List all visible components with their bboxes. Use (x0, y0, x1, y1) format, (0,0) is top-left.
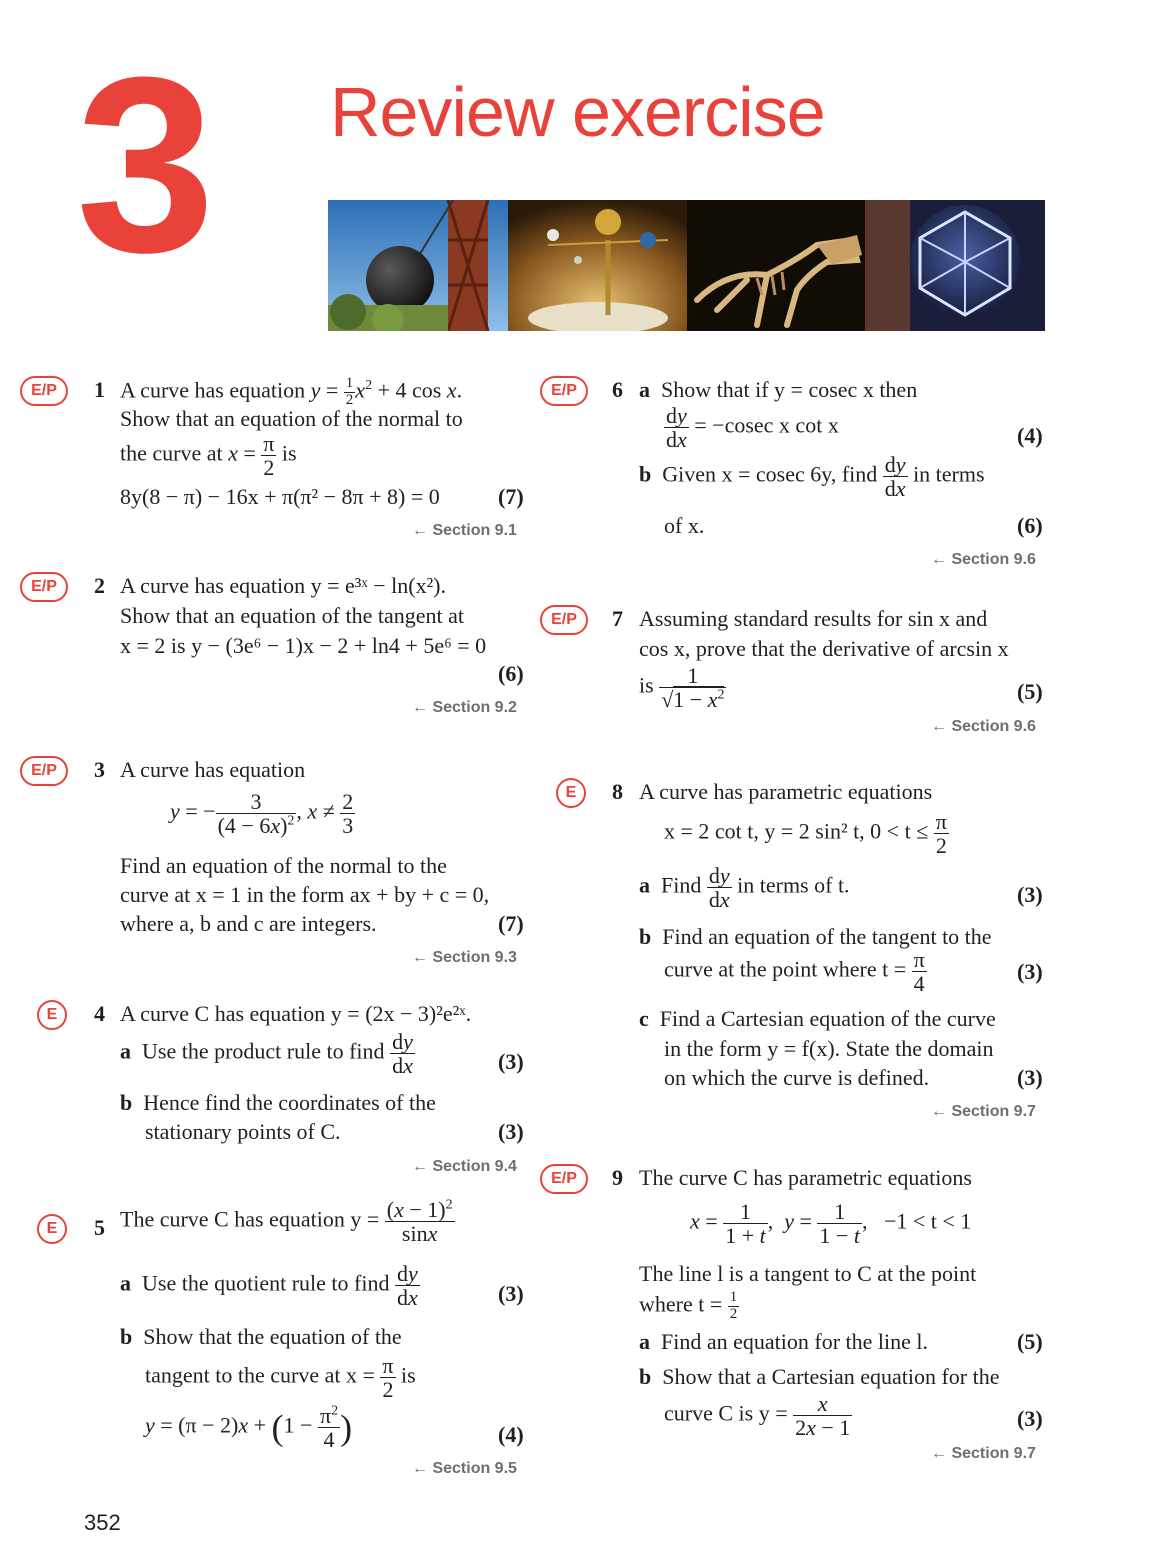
part-b-text: stationary points of C. (145, 1119, 341, 1144)
question-text: A curve has parametric equations (639, 779, 933, 804)
section-link[interactable]: ← Section 9.4 (412, 1158, 517, 1175)
badge-e: E (37, 1000, 67, 1030)
marks: (6) (498, 661, 524, 686)
question-text: The curve C has equation y = $\frac{(x - 1)^2}{\sin x}$ (120, 1197, 453, 1247)
question-text: The curve C has parametric equations (639, 1165, 972, 1190)
question-number: 7 (612, 606, 623, 631)
photo-dinosaur-skeleton (687, 200, 865, 331)
part-c-text: in the form y = f(x). State the domain (664, 1036, 994, 1061)
equation: $\frac{dy}{dx}$ = −cosec x cot x (666, 403, 839, 453)
question-text: The line l is a tangent to C at the point (639, 1261, 977, 1286)
question-text: A curve has equation y = e³ˣ − ln(x²). (120, 573, 447, 598)
marks: (4) (498, 1422, 524, 1447)
part-b-text: curve at the point where t = $\frac{\pi}{4}$ (664, 947, 925, 997)
question-text: where t = $\frac{1}{2}$ (639, 1289, 738, 1322)
part-a: a Find an equation for the line l. (639, 1329, 928, 1354)
question-text: Assuming standard results for sin x and (639, 606, 988, 631)
question-text: cos x, prove that the derivative of arcsin x (639, 636, 1009, 661)
marks: (5) (1017, 679, 1043, 704)
section-link[interactable]: ← Section 9.1 (412, 522, 517, 539)
badge-ep: E/P (540, 605, 588, 635)
question-text: Show that an equation of the tangent at (120, 603, 464, 628)
photo-polyhedron (865, 200, 1045, 331)
badge-ep: E/P (20, 572, 68, 602)
section-link[interactable]: ← Section 9.7 (931, 1445, 1036, 1462)
question-text: A curve C has equation y = (2x − 3)²e²ˣ. (120, 1001, 472, 1026)
section-link[interactable]: ← Section 9.6 (931, 551, 1036, 568)
equation: y = − $\frac{3}{(4 - 6x)^2}$ , x ≠ $\frac{2}{3}$ (170, 789, 354, 839)
question-text: Find an equation of the normal to the (120, 853, 447, 878)
marks: (3) (498, 1119, 524, 1144)
section-link[interactable]: ← Section 9.2 (412, 699, 517, 716)
chapter-number: 3 (76, 25, 210, 304)
marks: (5) (1017, 1329, 1043, 1354)
page-number: 352 (84, 1510, 121, 1535)
equation: x = 2 is y − (3e⁶ − 1)x − 2 + ln4 + 5e⁶ = 0 (120, 633, 487, 658)
photo-wrecking-ball (328, 200, 508, 331)
part-b-text: tangent to the curve at x = $\frac{\pi}{2}$ is (145, 1353, 416, 1403)
question-text: Show that an equation of the normal to (120, 406, 463, 431)
marks: (3) (498, 1281, 524, 1306)
photo-orrery (508, 200, 687, 331)
part-b: b Given x = cosec 6y, find $\frac{dy}{dx}$ in terms (639, 452, 985, 502)
part-c-text: on which the curve is defined. (664, 1065, 930, 1090)
question-number: 3 (94, 757, 105, 782)
marks: (7) (498, 911, 524, 936)
question-text: the curve at x = $\frac{\pi}{2}$ is (120, 431, 297, 481)
equation: 8y(8 − π) − 16x + π(π² − 8π + 8) = 0 (120, 484, 440, 509)
question-number: 5 (94, 1215, 105, 1240)
marks: (6) (1017, 513, 1043, 538)
section-link[interactable]: ← Section 9.5 (412, 1460, 517, 1477)
badge-e: E (556, 778, 586, 808)
part-b-text: of x. (664, 513, 705, 538)
part-b: b Hence find the coordinates of the (120, 1090, 436, 1115)
badge-ep: E/P (20, 376, 68, 406)
question-number: 1 (94, 377, 105, 402)
part-c: c Find a Cartesian equation of the curve (639, 1006, 996, 1031)
equation: x = 2 cot t, y = 2 sin² t, 0 < t ≤ $\frac{\pi}{2}$ (664, 809, 947, 859)
marks: (3) (1017, 882, 1043, 907)
badge-ep: E/P (540, 1164, 588, 1194)
question-number: 2 (94, 573, 105, 598)
part-a: a Use the product rule to find $\frac{dy}{dx}$ (120, 1029, 413, 1079)
question-text: A curve has equation (120, 757, 306, 782)
equation: y = (π − 2)x + (1 − $\frac{\pi^2}{4}$ ) (145, 1403, 353, 1453)
part-a: a Show that if y = cosec x then (639, 377, 918, 402)
part-b-text: curve C is y = $\frac{x}{2x - 1}$ (664, 1391, 851, 1441)
question-text: is $\frac{1}{√1 - x^2}$ (639, 663, 725, 713)
badge-e: E (37, 1214, 67, 1244)
marks: (3) (1017, 1406, 1043, 1431)
question-text: where a, b and c are integers. (120, 911, 377, 936)
page-title: Review exercise (330, 73, 825, 151)
marks: (3) (1017, 1065, 1043, 1090)
question-number: 6 (612, 377, 623, 402)
marks: (3) (1017, 959, 1043, 984)
question-text: curve at x = 1 in the form ax + by + c = 0, (120, 882, 490, 907)
section-link[interactable]: ← Section 9.3 (412, 949, 517, 966)
part-a: a Find $\frac{dy}{dx}$ in terms of t. (639, 863, 850, 913)
question-number: 4 (94, 1001, 105, 1026)
marks: (7) (498, 484, 524, 509)
section-link[interactable]: ← Section 9.7 (931, 1103, 1036, 1120)
badge-ep: E/P (20, 756, 68, 786)
section-link[interactable]: ← Section 9.6 (931, 718, 1036, 735)
question-text: A curve has equation y = $\frac{1}{2}$ $x^2 + 4$ cos x. (120, 375, 463, 408)
part-b: b Show that a Cartesian equation for the (639, 1364, 1000, 1389)
badge-ep: E/P (540, 376, 588, 406)
equation: x = $\frac{1}{1 + t}$ , y = $\frac{1}{1 - t}$ , −1 < t < 1 (690, 1199, 972, 1249)
part-b: b Find an equation of the tangent to the (639, 924, 992, 949)
marks: (3) (498, 1049, 524, 1074)
part-a: a Use the quotient rule to find $\frac{dy}{dx}$ (120, 1261, 418, 1311)
question-number: 8 (612, 779, 623, 804)
question-number: 9 (612, 1165, 623, 1190)
part-b: b Show that the equation of the (120, 1324, 402, 1349)
marks: (4) (1017, 423, 1043, 448)
